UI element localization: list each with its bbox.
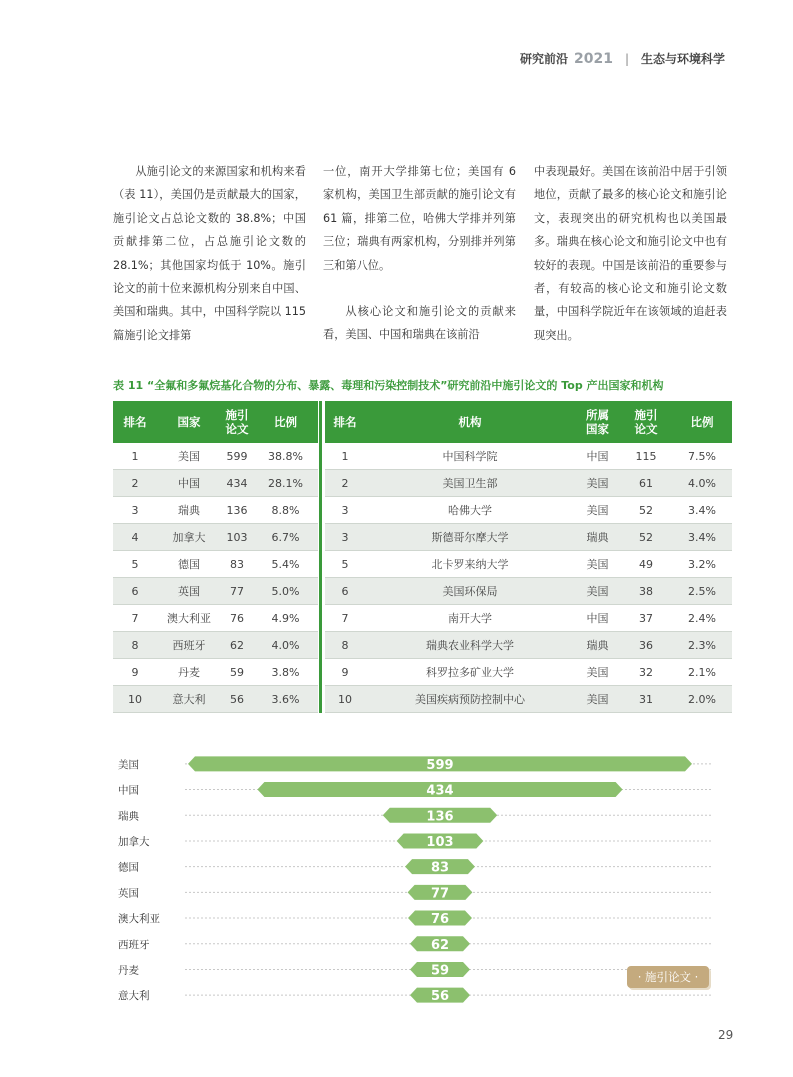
category-label: 意大利 — [118, 990, 150, 1003]
data-label: 56 — [430, 989, 450, 1005]
chart-legend: · 施引论文 · — [627, 966, 709, 988]
institution-cell: 斯德哥尔摩大学 — [365, 524, 575, 551]
country-cell: 136 — [221, 497, 253, 524]
country-cell: 103 — [221, 524, 253, 551]
institution-cell: 115 — [620, 443, 672, 470]
institution-cell: 瑞典 — [575, 524, 620, 551]
country-cell: 599 — [221, 443, 253, 470]
institution-cell: 3.2% — [672, 551, 732, 578]
institution-cell: 3.4% — [672, 497, 732, 524]
institution-row — [325, 470, 732, 497]
data-label: 434 — [426, 783, 454, 799]
country-cell: 澳大利亚 — [157, 605, 221, 632]
paragraph-1: 从施引论文的来源国家和机构来看（表 11），美国仍是贡献最大的国家，施引论文占总论文数的 38.8%；中国贡献排第二位，占总施引论文数的 28.1%；其他国家均低于 10%。施引论文的前十位来源机构分别来自中国、美国和瑞典。其中，中国科学院以 115 篇施引论文排第 — [113, 165, 306, 342]
data-label: 59 — [430, 963, 450, 979]
data-label: 76 — [430, 912, 450, 928]
country-cell: 美国 — [157, 443, 221, 470]
institution-cell: 36 — [620, 632, 672, 659]
data-label: 103 — [426, 834, 454, 850]
category-label: 加拿大 — [118, 835, 150, 848]
institution-cell: 美国 — [575, 551, 620, 578]
paragraph-2-cont: 中表现最好。美国在该前沿中居于引领地位，贡献了最多的核心论文和施引论文，表现突出的研究机构也以美国最多。瑞典在核心论文和施引论文中也有较好的表现。中国是该前沿的重要参与者，有较高的核心论文和施引论文数量，中国科学院近年在该领域的追赶表现突出。 — [534, 165, 727, 342]
category-label: 西班牙 — [118, 938, 150, 951]
institution-cell: 美国 — [575, 659, 620, 686]
institution-cell: 美国卫生部 — [365, 470, 575, 497]
country-cell: 6.7% — [253, 524, 318, 551]
country-cell: 7 — [113, 605, 157, 632]
country-cell: 3.8% — [253, 659, 318, 686]
country-table-header — [113, 401, 318, 443]
category-label: 英国 — [118, 887, 139, 900]
country-cell: 英国 — [157, 578, 221, 605]
col-papers: 施引 论文 — [620, 401, 672, 443]
category-label: 美国 — [118, 758, 139, 771]
institution-row — [325, 524, 732, 551]
country-cell: 56 — [221, 686, 253, 713]
country-cell: 4.9% — [253, 605, 318, 632]
country-cell: 10 — [113, 686, 157, 713]
institution-cell: 美国 — [575, 470, 620, 497]
institution-cell: 4.0% — [672, 470, 732, 497]
col-rank: 排名 — [325, 401, 365, 443]
institution-cell: 美国 — [575, 497, 620, 524]
data-label: 83 — [430, 860, 450, 876]
country-cell: 中国 — [157, 470, 221, 497]
institution-row — [325, 605, 732, 632]
institution-cell: 37 — [620, 605, 672, 632]
country-row — [113, 632, 318, 659]
country-cell: 4.0% — [253, 632, 318, 659]
institution-row — [325, 443, 732, 470]
institution-cell: 美国环保局 — [365, 578, 575, 605]
country-cell: 丹麦 — [157, 659, 221, 686]
country-cell: 83 — [221, 551, 253, 578]
category-label: 中国 — [118, 784, 139, 797]
institution-cell: 瑞典农业科学大学 — [365, 632, 575, 659]
data-label: 136 — [426, 809, 454, 825]
institution-cell: 2.1% — [672, 659, 732, 686]
country-cell: 3.6% — [253, 686, 318, 713]
data-label: 77 — [430, 886, 450, 902]
paragraph-2: 从核心论文和施引论文的贡献来看，美国、中国和瑞典在该前沿 — [323, 305, 516, 342]
institution-cell: 52 — [620, 497, 672, 524]
country-cell: 38.8% — [253, 443, 318, 470]
country-row — [113, 497, 318, 524]
country-row — [113, 443, 318, 470]
country-cell: 意大利 — [157, 686, 221, 713]
category-label: 丹麦 — [118, 964, 139, 977]
institution-cell: 美国 — [575, 578, 620, 605]
country-cell: 5 — [113, 551, 157, 578]
institution-cell: 2.4% — [672, 605, 732, 632]
country-cell: 1 — [113, 443, 157, 470]
data-label: 599 — [426, 757, 454, 773]
category-label: 澳大利亚 — [118, 913, 160, 926]
institution-cell: 1 — [325, 443, 365, 470]
institution-cell: 哈佛大学 — [365, 497, 575, 524]
col-institution: 机构 — [365, 401, 575, 443]
country-cell: 434 — [221, 470, 253, 497]
country-cell: 77 — [221, 578, 253, 605]
institution-cell: 2 — [325, 470, 365, 497]
institution-cell: 2.0% — [672, 686, 732, 713]
country-cell: 5.0% — [253, 578, 318, 605]
institution-row — [325, 659, 732, 686]
col-rank: 排名 — [113, 401, 157, 443]
institution-cell: 9 — [325, 659, 365, 686]
col-country: 所属 国家 — [575, 401, 620, 443]
institution-cell: 瑞典 — [575, 632, 620, 659]
institution-cell: 2.5% — [672, 578, 732, 605]
citing-papers-chart — [110, 748, 720, 1003]
country-cell: 德国 — [157, 551, 221, 578]
category-label: 瑞典 — [118, 810, 139, 823]
institution-cell: 3.4% — [672, 524, 732, 551]
running-header — [520, 50, 725, 67]
institution-cell: 中国 — [575, 443, 620, 470]
institution-cell: 美国 — [575, 686, 620, 713]
table-caption: 表 11 “全氟和多氟烷基化合物的分布、暴露、毒理和污染控制技术”研究前沿中施引论文的 Top 产出国家和机构 — [113, 379, 664, 392]
institution-cell: 3 — [325, 524, 365, 551]
institution-cell: 10 — [325, 686, 365, 713]
institution-cell: 2.3% — [672, 632, 732, 659]
institution-cell: 61 — [620, 470, 672, 497]
institution-cell: 北卡罗来纳大学 — [365, 551, 575, 578]
institution-cell: 美国疾病预防控制中心 — [365, 686, 575, 713]
institution-cell: 5 — [325, 551, 365, 578]
series-title: 研究前沿 — [519, 52, 568, 66]
institution-row — [325, 551, 732, 578]
country-row — [113, 659, 318, 686]
country-row — [113, 605, 318, 632]
institution-cell: 31 — [620, 686, 672, 713]
institution-row — [325, 686, 732, 713]
country-cell: 2 — [113, 470, 157, 497]
institution-cell: 52 — [620, 524, 672, 551]
col-ratio: 比例 — [253, 401, 318, 443]
series-year: 2021 — [573, 50, 613, 67]
institution-cell: 38 — [620, 578, 672, 605]
country-cell: 28.1% — [253, 470, 318, 497]
table-divider — [319, 401, 322, 713]
country-cell: 8 — [113, 632, 157, 659]
institution-table — [325, 401, 732, 713]
country-cell: 8.8% — [253, 497, 318, 524]
country-row — [113, 470, 318, 497]
country-cell: 62 — [221, 632, 253, 659]
country-cell: 加拿大 — [157, 524, 221, 551]
paragraph-1-cont: 一位，南开大学排第七位；美国有 6 家机构，美国卫生部贡献的施引论文有 61 篇，排第二位，哈佛大学排并列第三位；瑞典有两家机构，分别排并列第三和第八位。 — [323, 165, 516, 272]
institution-cell: 中国 — [575, 605, 620, 632]
category-label: 德国 — [118, 861, 139, 874]
country-row — [113, 551, 318, 578]
country-cell: 76 — [221, 605, 253, 632]
institution-cell: 49 — [620, 551, 672, 578]
page-number: 29 — [718, 1028, 734, 1042]
institution-cell: 8 — [325, 632, 365, 659]
field-title: 生态与环境科学 — [640, 52, 725, 66]
institution-row — [325, 578, 732, 605]
institution-cell: 3 — [325, 497, 365, 524]
institution-cell: 科罗拉多矿业大学 — [365, 659, 575, 686]
country-cell: 4 — [113, 524, 157, 551]
country-cell: 6 — [113, 578, 157, 605]
country-row — [113, 686, 318, 713]
institution-cell: 中国科学院 — [365, 443, 575, 470]
country-cell: 5.4% — [253, 551, 318, 578]
text-column-1 — [113, 160, 306, 347]
country-cell: 瑞典 — [157, 497, 221, 524]
institution-cell: 7 — [325, 605, 365, 632]
institution-cell: 32 — [620, 659, 672, 686]
chart-canvas — [110, 748, 720, 1003]
text-column-2 — [323, 160, 516, 347]
country-row — [113, 524, 318, 551]
country-row — [113, 578, 318, 605]
text-column-3 — [534, 160, 727, 347]
institution-table-header — [325, 401, 732, 443]
country-cell: 3 — [113, 497, 157, 524]
header-divider: | — [624, 51, 629, 66]
col-country: 国家 — [157, 401, 221, 443]
col-ratio: 比例 — [672, 401, 732, 443]
institution-cell: 南开大学 — [365, 605, 575, 632]
institution-cell: 7.5% — [672, 443, 732, 470]
country-cell: 59 — [221, 659, 253, 686]
institution-row — [325, 632, 732, 659]
country-cell: 西班牙 — [157, 632, 221, 659]
country-cell: 9 — [113, 659, 157, 686]
col-papers: 施引 论文 — [221, 401, 253, 443]
institution-row — [325, 497, 732, 524]
country-table — [113, 401, 318, 713]
data-label: 62 — [430, 937, 450, 953]
institution-cell: 6 — [325, 578, 365, 605]
